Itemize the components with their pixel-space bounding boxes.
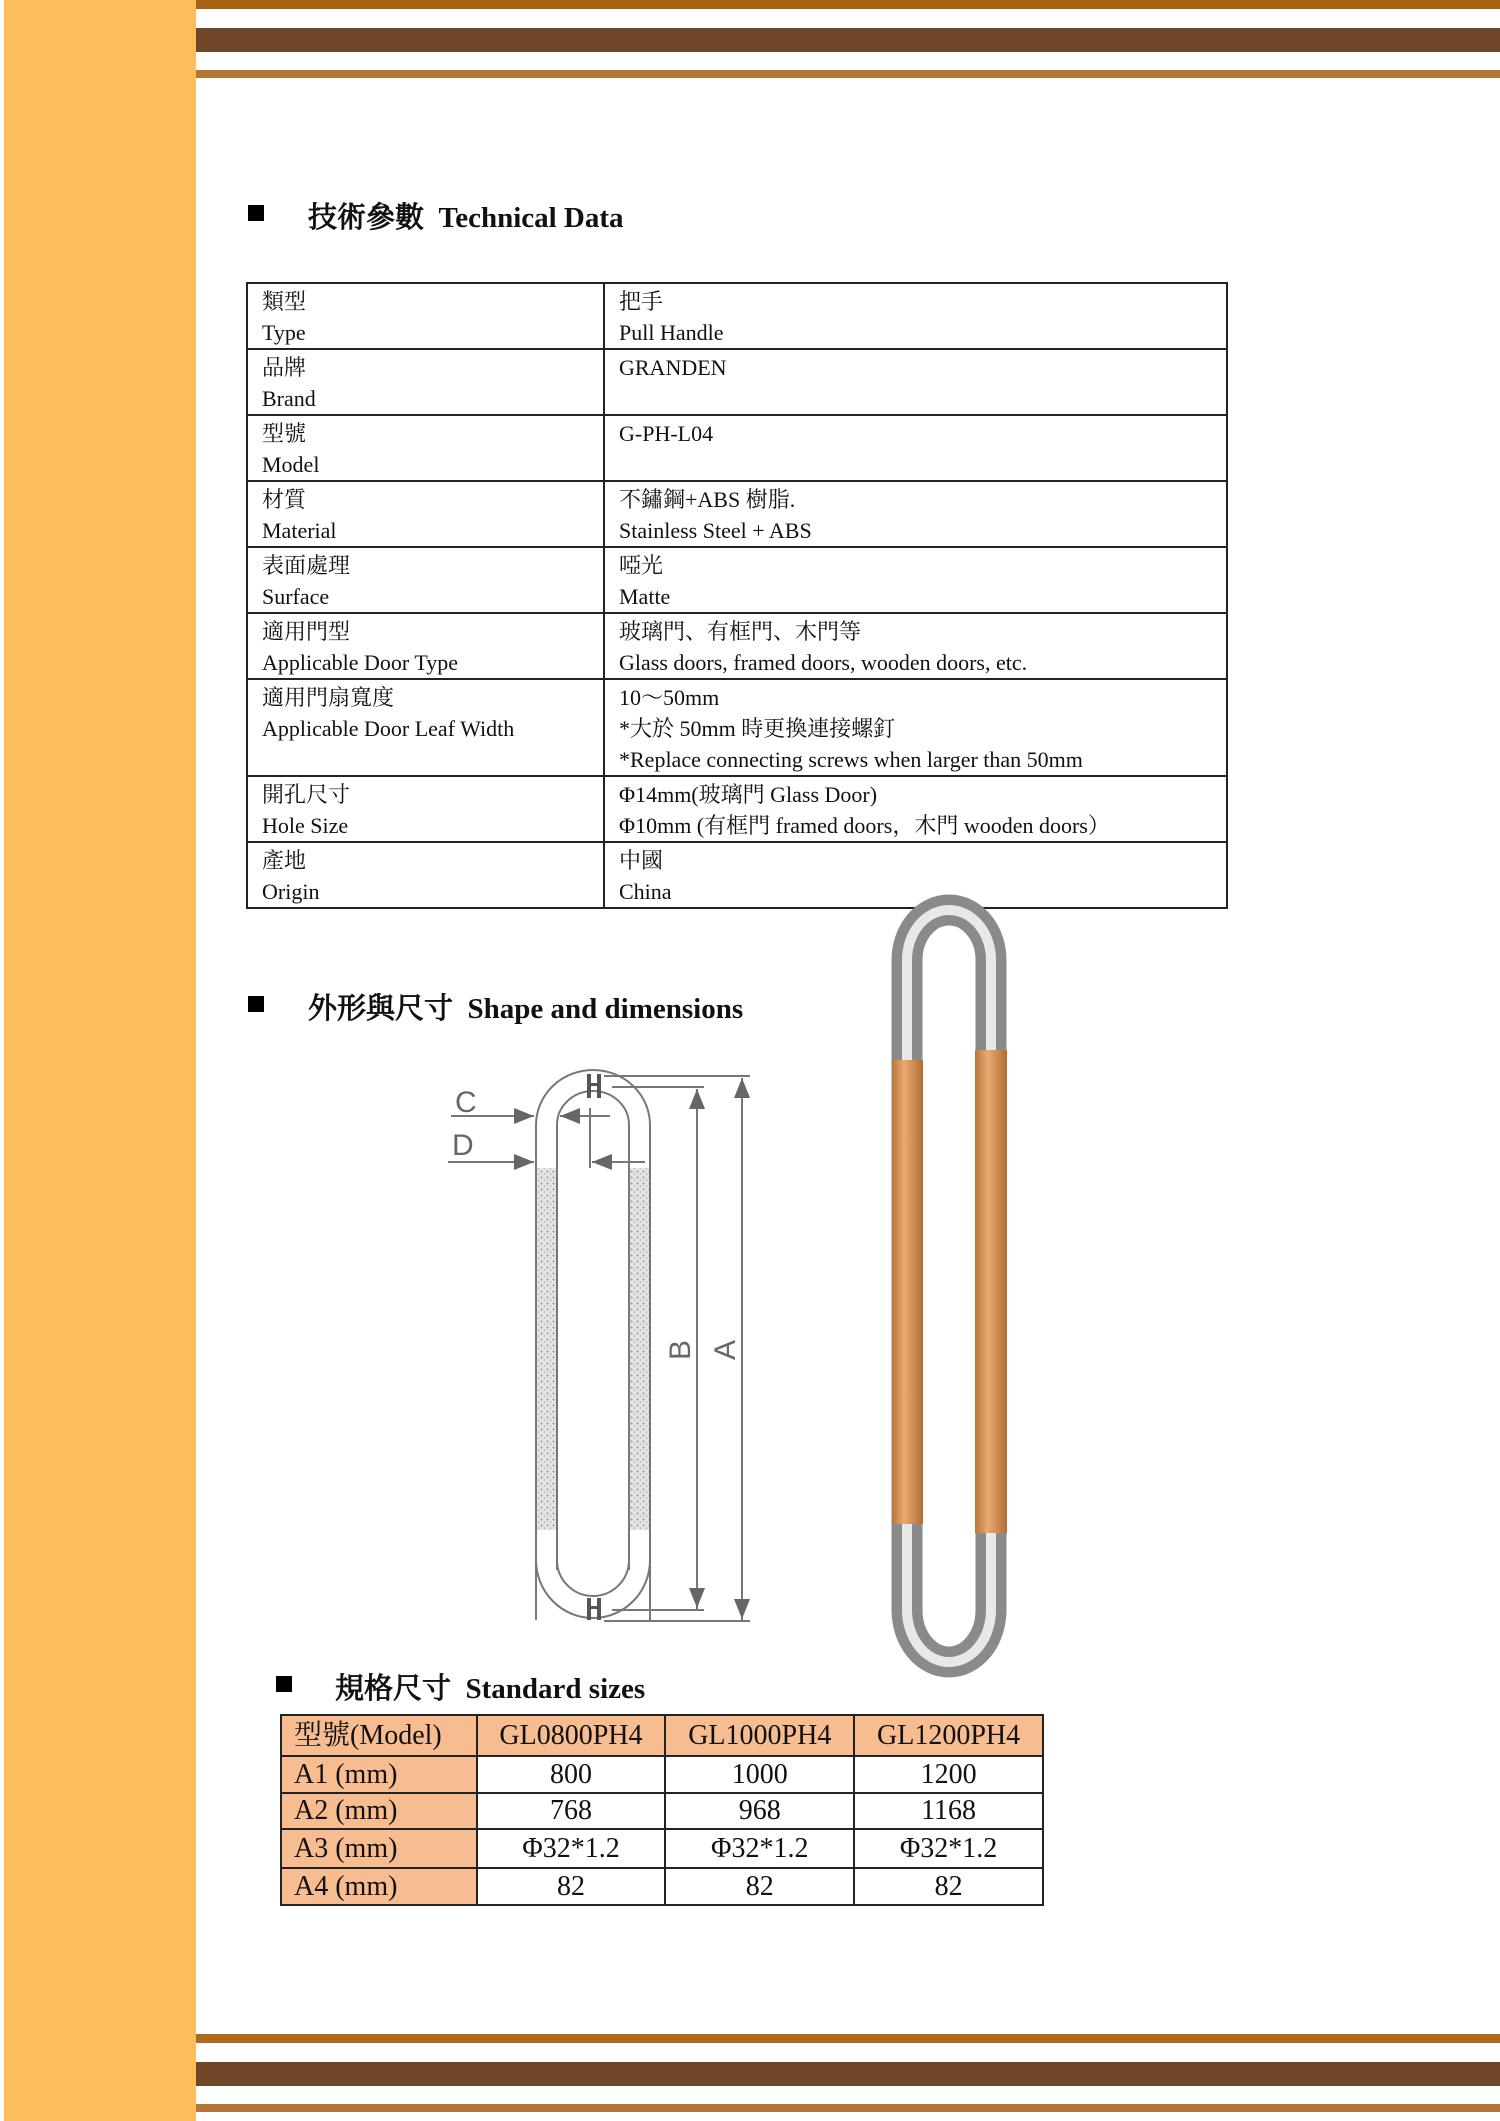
table-row	[281, 1756, 1043, 1793]
label-en: Model	[262, 452, 320, 477]
shape-heading-cn: 外形與尺寸	[308, 993, 454, 1025]
value-line: *Replace connecting screws when larger than 50mm	[619, 747, 1083, 772]
table-row	[281, 1868, 1043, 1905]
product-photo-handle	[892, 910, 1007, 1662]
label-cn: 型號	[262, 421, 307, 446]
label-en: Type	[262, 320, 306, 345]
shape-heading-en: Shape and dimensions	[467, 993, 744, 1025]
label-en: Applicable Door Type	[262, 650, 459, 675]
technical-heading-en: Technical Data	[438, 202, 624, 234]
value-line: Matte	[619, 584, 671, 609]
standard-sizes-table	[280, 1714, 1044, 1906]
label-cn: 開孔尺寸	[262, 782, 351, 807]
value-line: 玻璃門、有框門、木門等	[619, 619, 862, 644]
table-cell: GL1200PH4	[854, 1715, 1043, 1756]
label-en: Origin	[262, 879, 320, 904]
table-cell: 800	[477, 1756, 666, 1793]
table-cell: 82	[477, 1868, 666, 1905]
label-cn: 產地	[262, 848, 307, 873]
header-row	[281, 1715, 1043, 1756]
technical-heading-cn: 技術參數	[308, 202, 425, 234]
dimension-lines	[448, 1076, 750, 1621]
table-cell: 1000	[665, 1756, 854, 1793]
label-en: Material	[262, 518, 337, 543]
label-cn: 品牌	[262, 355, 307, 380]
value-line: Φ10mm (有框門 framed doors，木門 wooden doors）	[619, 813, 1110, 838]
table-cell: GL1000PH4	[665, 1715, 854, 1756]
label-en: Brand	[262, 386, 316, 411]
table-cell: Φ32*1.2	[477, 1829, 666, 1868]
value-line: 10～50mm	[619, 685, 720, 710]
label-en: Applicable Door Leaf Width	[262, 716, 515, 741]
value-line: 不鏽鋼+ABS 樹脂.	[619, 487, 796, 512]
table-cell: 1168	[854, 1793, 1043, 1829]
table-cell: 768	[477, 1793, 666, 1829]
value-line: GRANDEN	[619, 355, 727, 380]
value-line: Glass doors, framed doors, wooden doors, etc.	[619, 650, 1028, 675]
bullet-icon	[276, 1676, 292, 1692]
label-a: A	[709, 1339, 742, 1360]
label-cn: 材質	[262, 487, 307, 512]
row-header-cell: A2 (mm)	[281, 1793, 477, 1829]
table-row	[281, 1829, 1043, 1868]
value-line: Φ14mm(玻璃門 Glass Door)	[619, 782, 878, 807]
value-line: 把手	[619, 289, 664, 314]
value-line: G-PH-L04	[619, 421, 714, 446]
label-b: B	[664, 1339, 697, 1360]
row-header-cell: A3 (mm)	[281, 1829, 477, 1868]
row-header-cell: A4 (mm)	[281, 1868, 477, 1905]
row-header-cell: 型號(Model)	[281, 1715, 477, 1756]
value-line: 中國	[619, 848, 664, 873]
label-cn: 表面處理	[262, 553, 351, 578]
table-cell: 968	[665, 1793, 854, 1829]
table-cell: GL0800PH4	[477, 1715, 666, 1756]
row-header-cell: A1 (mm)	[281, 1756, 477, 1793]
grip-texture-left	[537, 1168, 556, 1530]
sizes-heading-cn: 規格尺寸	[335, 1673, 452, 1705]
label-cn: 類型	[262, 289, 307, 314]
label-cn: 適用門型	[262, 619, 351, 644]
label-en: Hole Size	[262, 813, 349, 838]
label-en: Surface	[262, 584, 330, 609]
value-line: Pull Handle	[619, 320, 724, 345]
value-line: *大於 50mm 時更換連接螺釘	[619, 716, 896, 741]
sizes-heading-en: Standard sizes	[465, 1673, 646, 1705]
value-line: Stainless Steel + ABS	[619, 518, 812, 543]
sizes-heading	[335, 1666, 645, 1707]
table-cell: 1200	[854, 1756, 1043, 1793]
grip-texture-right	[630, 1168, 649, 1530]
label-c: C	[455, 1086, 477, 1119]
label-d: D	[452, 1129, 474, 1162]
table-cell: 82	[854, 1868, 1043, 1905]
value-line: 啞光	[619, 553, 664, 578]
value-line: China	[619, 879, 672, 904]
label-cn: 適用門扇寬度	[262, 685, 395, 710]
table-cell: Φ32*1.2	[665, 1829, 854, 1868]
table-cell: Φ32*1.2	[854, 1829, 1043, 1868]
table-cell: 82	[665, 1868, 854, 1905]
table-row	[281, 1793, 1043, 1829]
